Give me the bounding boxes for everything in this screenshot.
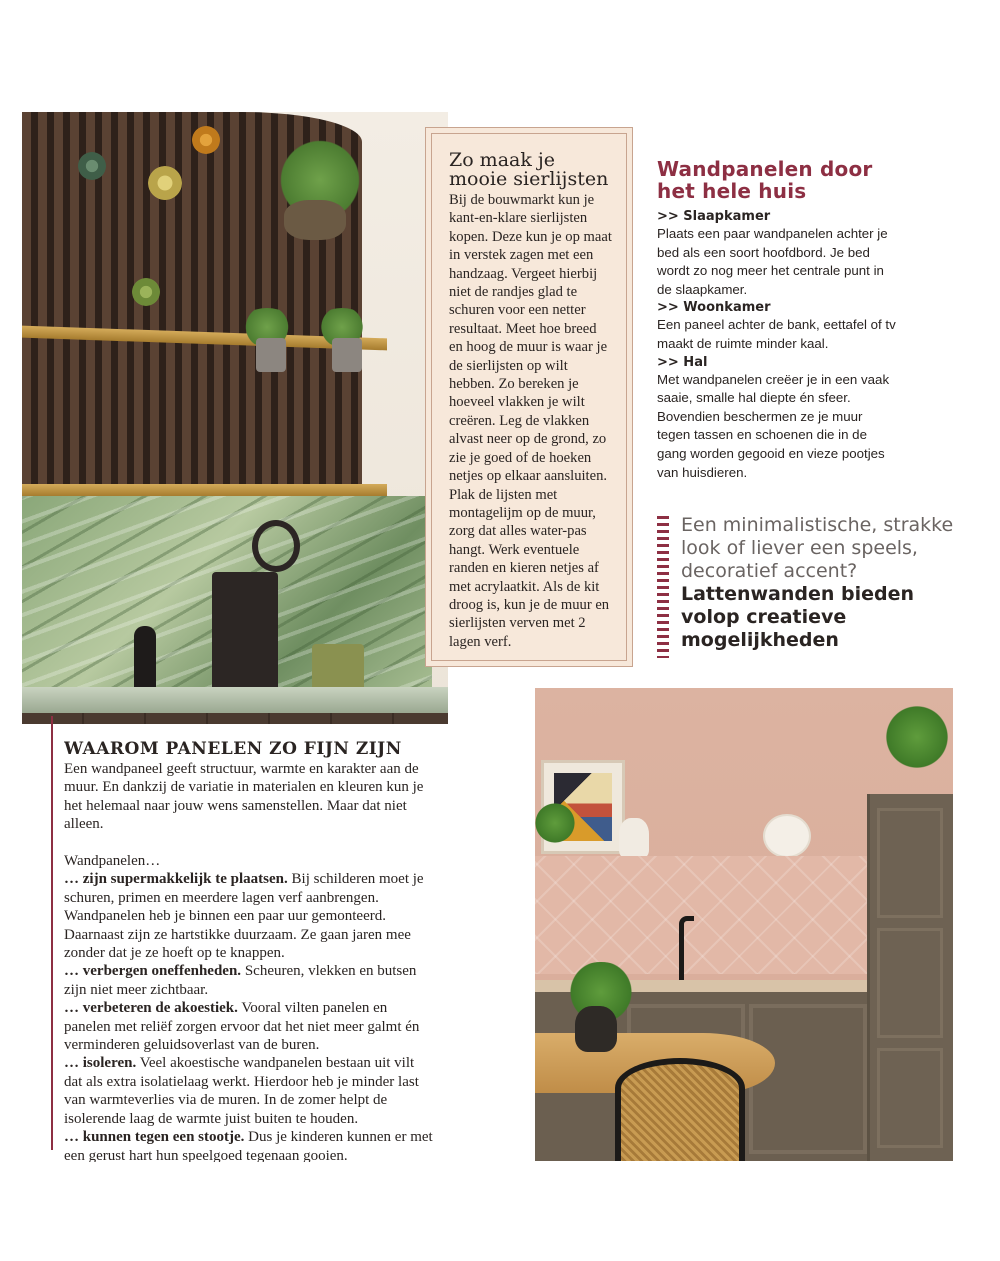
article-point [64,870,436,962]
tip-box-body: Bij de bouwmarkt kun je kant-en-klare sierlijsten kopen. Deze kun je op maat in verstek zagen met een handzaag. Vergeet hierbij niet de randjes glad te schuren voor een netter resultaat. Meet hoe breed en hoog de muur is waar je de sierlijsten op wilt hebben. Zo bereken je hoeveel vlakken je wilt creëren. Leg de vlakken alvast neer op de grond, zo zie je goed of de hoeken netjes op elkaar aansluiten. Plak de lijsten met montagelijm op de muur, zorg dat alles water-pas hangt. Werk eventuele randen en kieren netjes af met acrylaatkit. Als de kit droog is, kun je de muur en sierlijsten verven met 2 lagen verf. [449,192,612,650]
ceramic-jug [619,818,649,858]
tip-box-inner-frame [431,133,627,661]
ceramic-flower [132,278,160,306]
room-heading-hall: >> Hal [657,354,708,370]
tip-box [425,127,633,667]
pull-quote [657,514,957,659]
article-point-bold: … isoleren. [64,1055,137,1072]
room-text-bedroom: Plaats een paar wandpanelen achter je bed als een soort hoofdbord. Je bed wordt zo nog meer het centrale punt in de slaapkamer. [657,226,888,297]
black-faucet [679,916,694,985]
article-point [64,1054,436,1128]
article-title: WAAROM PANELEN ZO FIJN ZIJN [64,739,402,759]
ceramic-flower [192,126,220,154]
marble-countertop [22,687,448,713]
article-point-bold: … zijn supermakkelijk te plaatsen. [64,871,288,888]
room-heading-living-room: >> Woonkamer [657,300,771,316]
plant-pot [256,338,286,372]
cupboard-door [877,808,943,918]
pull-quote-bold: Lattenwanden bieden volop creatieve mogelijkheden [681,583,915,651]
plant-pot [284,200,346,240]
cutting-board [212,572,278,694]
paragraph-gap [64,834,436,852]
article-point-text: Vooral vilten panelen en panelen met reliëf zorgen ervoor dat het niet meer galmt én verminderen geluidsoverlast van de buren. [64,1000,420,1054]
article-point-bold: … verbeteren de akoestiek. [64,1000,238,1017]
cupboard-door [877,1048,943,1148]
cabinet-door [749,1004,867,1154]
pull-quote-text [681,514,961,652]
rooms-article [657,158,897,482]
ceramic-flower [78,152,106,180]
cutting-board-handle [252,520,300,572]
plant-pot [332,338,362,372]
decorative-plate [763,814,811,858]
ceramic-flower [148,166,182,200]
article-point [64,1128,436,1162]
herringbone-tile-backsplash [535,856,870,974]
article-point [64,962,436,999]
brass-shelf-bottom [22,484,387,496]
article-intro: Een wandpaneel geeft structuur, warmte en karakter aan de muur. En dankzij de variatie in materialen en kleuren kun je het helemaal naar jouw wens samenstellen. Maar dat niet alleen. [64,761,424,833]
article-point [64,999,436,1054]
cupboard-door [877,928,943,1038]
article-point-bold: … kunnen tegen een stootje. [64,1129,245,1146]
room-text-hall: Met wandpanelen creëer je in een vaak saaie, smalle hal diepte én sfeer. Bovendien beschermen ze je muur tegen tassen en schoenen die in de gang worden gegooid en vieze pootjes van huisdieren. [657,371,890,480]
pull-quote-light: Een minimalistische, strakke look of liever een speels, decoratief accent? [681,514,954,582]
kitchen-photo-pink-tiles [535,688,953,1161]
article-lead: Wandpanelen… [64,853,161,870]
pull-quote-decoration [657,516,669,658]
wood-cabinets [22,713,448,724]
potted-plant [535,798,575,848]
article-point-text: Bij schilderen moet je schuren, primen en meerdere lagen verf aanbrengen. Wandpanelen heb je binnen een paar uur gemonteerd. Daarnaast zijn ze hartstikke duurzaam. Ze gaan jaren mee zonder dat je ze hoeft op te knappen. [64,871,424,962]
article-point-text: Scheuren, vlekken en butsen zijn niet meer zichtbaar. [64,963,417,998]
article-point-bold: … verbergen oneffenheden. [64,963,242,980]
article-point-text: Veel akoestische wandpanelen bestaan uit vilt dat als extra isolatielaag werkt. Hierdoor heb je minder last van warmteverlies via de muren. In de zomer helpt de isolerende laag de warmte juist buiten te houden. [64,1055,419,1127]
rattan-chair [615,1058,745,1161]
room-heading-bedroom: >> Slaapkamer [657,209,771,224]
room-text-living-room: Een paneel achter de bank, eettafel of tv maakt de ruimte minder kaal. [657,317,896,351]
tip-box-title: Zo maak je mooie sierlijsten [449,149,609,190]
rooms-title: Wandpanelen door het hele huis [657,157,873,203]
article-accent-rule [51,716,53,1150]
pepper-mill [134,626,156,696]
kitchen-photo-slat-wall [22,112,448,724]
article-point-text: Dus je kinderen kunnen er met een gerust hart hun speelgoed tegenaan gooien. [64,1129,433,1162]
black-vase [575,1006,617,1052]
main-article [64,738,436,1162]
potted-plant [881,702,953,772]
